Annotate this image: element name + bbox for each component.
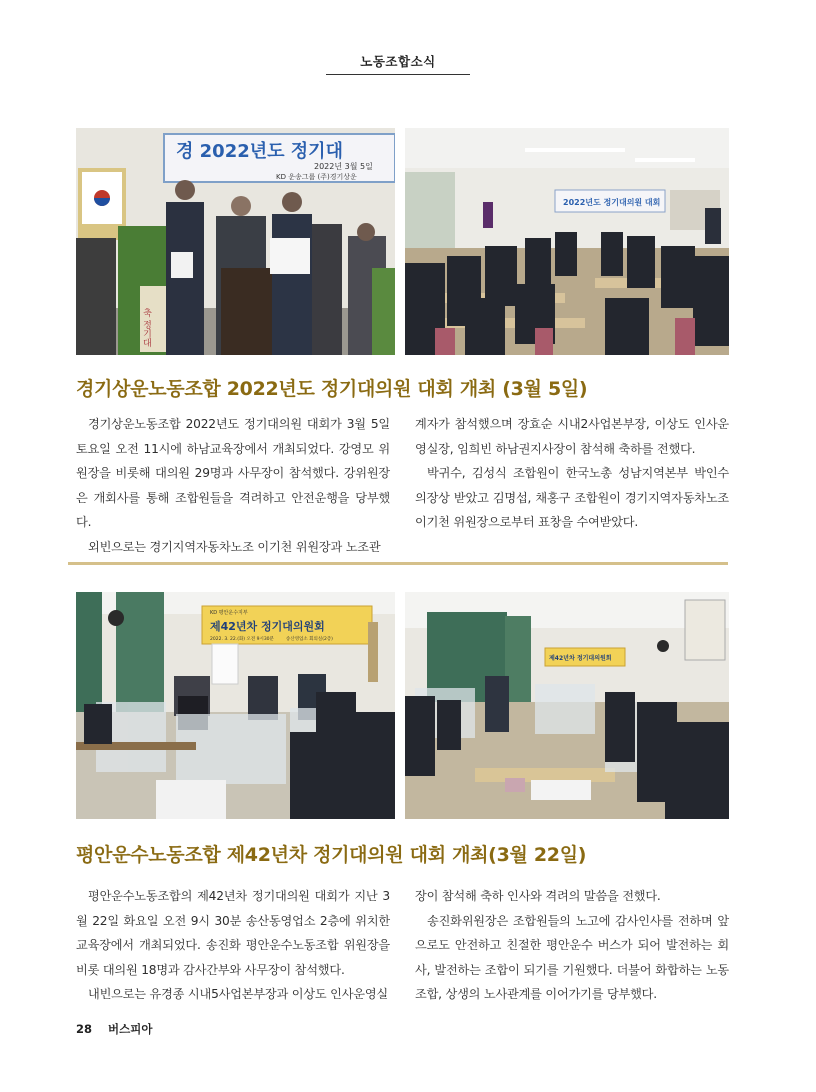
banner-org: KD 운송그룹 (주)경기상운 bbox=[276, 173, 357, 181]
paragraph: 박귀수, 김성식 조합원이 한국노총 성남지역본부 박인수 의장상 받았고 김명섭, 채홍구 조합원이 경기지역자동차노조 이기천 위원장으로부터 표창을 수여받았다. bbox=[415, 466, 729, 529]
magazine-name: 버스피아 bbox=[108, 1022, 153, 1036]
banner-sub: 2022년 3월 5일 bbox=[314, 162, 373, 171]
banner-small: KD 평안운수지부 bbox=[210, 610, 248, 616]
section-label: 노동조합소식 bbox=[360, 54, 436, 69]
article2-col-right bbox=[415, 884, 729, 1007]
delegates-banner: 제42년차 정기대의원회 bbox=[549, 655, 612, 662]
banner-title: 경 2022년도 정기대 bbox=[176, 141, 343, 162]
article1-title: 경기상운노동조합 2022년도 정기대의원 대회 개최 (3월 5일) bbox=[76, 378, 588, 400]
paragraph: 평안운수노동조합의 제42년차 정기대의원 대회가 지난 3월 22일 화요일 오전 9시 30분 송산동영업소 2층에 위치한 교육장에서 개최되었다. 송진화 평안운수노동조합 위원장을 비롯 대의원 18명과 감사간부와 사무장이 참석했다. bbox=[76, 889, 390, 977]
section-rule bbox=[326, 74, 470, 75]
paragraph: 내빈으로는 유경종 시내5사업본부장과 이상도 인사운영실 bbox=[88, 987, 389, 1001]
photo-meeting-hall bbox=[405, 128, 729, 355]
banner-place: 송산영업소 회의실(2층) bbox=[286, 637, 333, 642]
page-number: 28 bbox=[76, 1022, 93, 1036]
article2-col-left bbox=[76, 884, 390, 1007]
paragraph: 장이 참석해 축하 인사와 격려의 말씀을 전했다. bbox=[415, 889, 661, 903]
article1-col-right bbox=[415, 412, 729, 535]
paragraph: 송진화위원장은 조합원들의 노고에 감사인사를 전하며 앞으로도 안전하고 친절한 평안운수 버스가 되어 발전하는 회사, 발전하는 조합이 되기를 기원했다. 더불어 화합하는 노동조합, 상생의 노사관계를 이어가기를 당부했다. bbox=[415, 913, 729, 1001]
banner-date: 2022. 3. 22.(화) 오전 9시30분 bbox=[210, 637, 274, 642]
page-footer bbox=[76, 1021, 164, 1037]
photo-delegates bbox=[405, 592, 729, 819]
article1-col-left bbox=[76, 412, 390, 559]
photo-ceremony bbox=[76, 128, 395, 355]
flower-ribbon: 축 정기대 bbox=[141, 308, 151, 347]
photo-podium bbox=[76, 592, 395, 819]
section-divider bbox=[68, 562, 728, 565]
article2-title: 평안운수노동조합 제42년차 정기대의원 대회 개최(3월 22일) bbox=[76, 844, 587, 866]
paragraph: 경기상운노동조합 2022년도 정기대의원 대회가 3월 5일 토요일 오전 11시에 하남교육장에서 개최되었다. 강영모 위원장을 비롯해 대의원 29명과 사무장이 참석했다. 강위원장은 개회사를 통해 조합원들을 격려하고 안전운행을 당부했다. bbox=[76, 417, 390, 529]
hall-banner: 2022년도 정기대의원 대회 bbox=[563, 198, 661, 207]
banner-title: 제42년차 정기대의원회 bbox=[210, 620, 325, 633]
paragraph: 계자가 참석했으며 장효순 시내2사업본부장, 이상도 인사운영실장, 임희빈 하남권지사장이 참석해 축하를 전했다. bbox=[415, 417, 729, 456]
paragraph: 외빈으로는 경기지역자동차노조 이기천 위원장과 노조관 bbox=[88, 539, 381, 554]
